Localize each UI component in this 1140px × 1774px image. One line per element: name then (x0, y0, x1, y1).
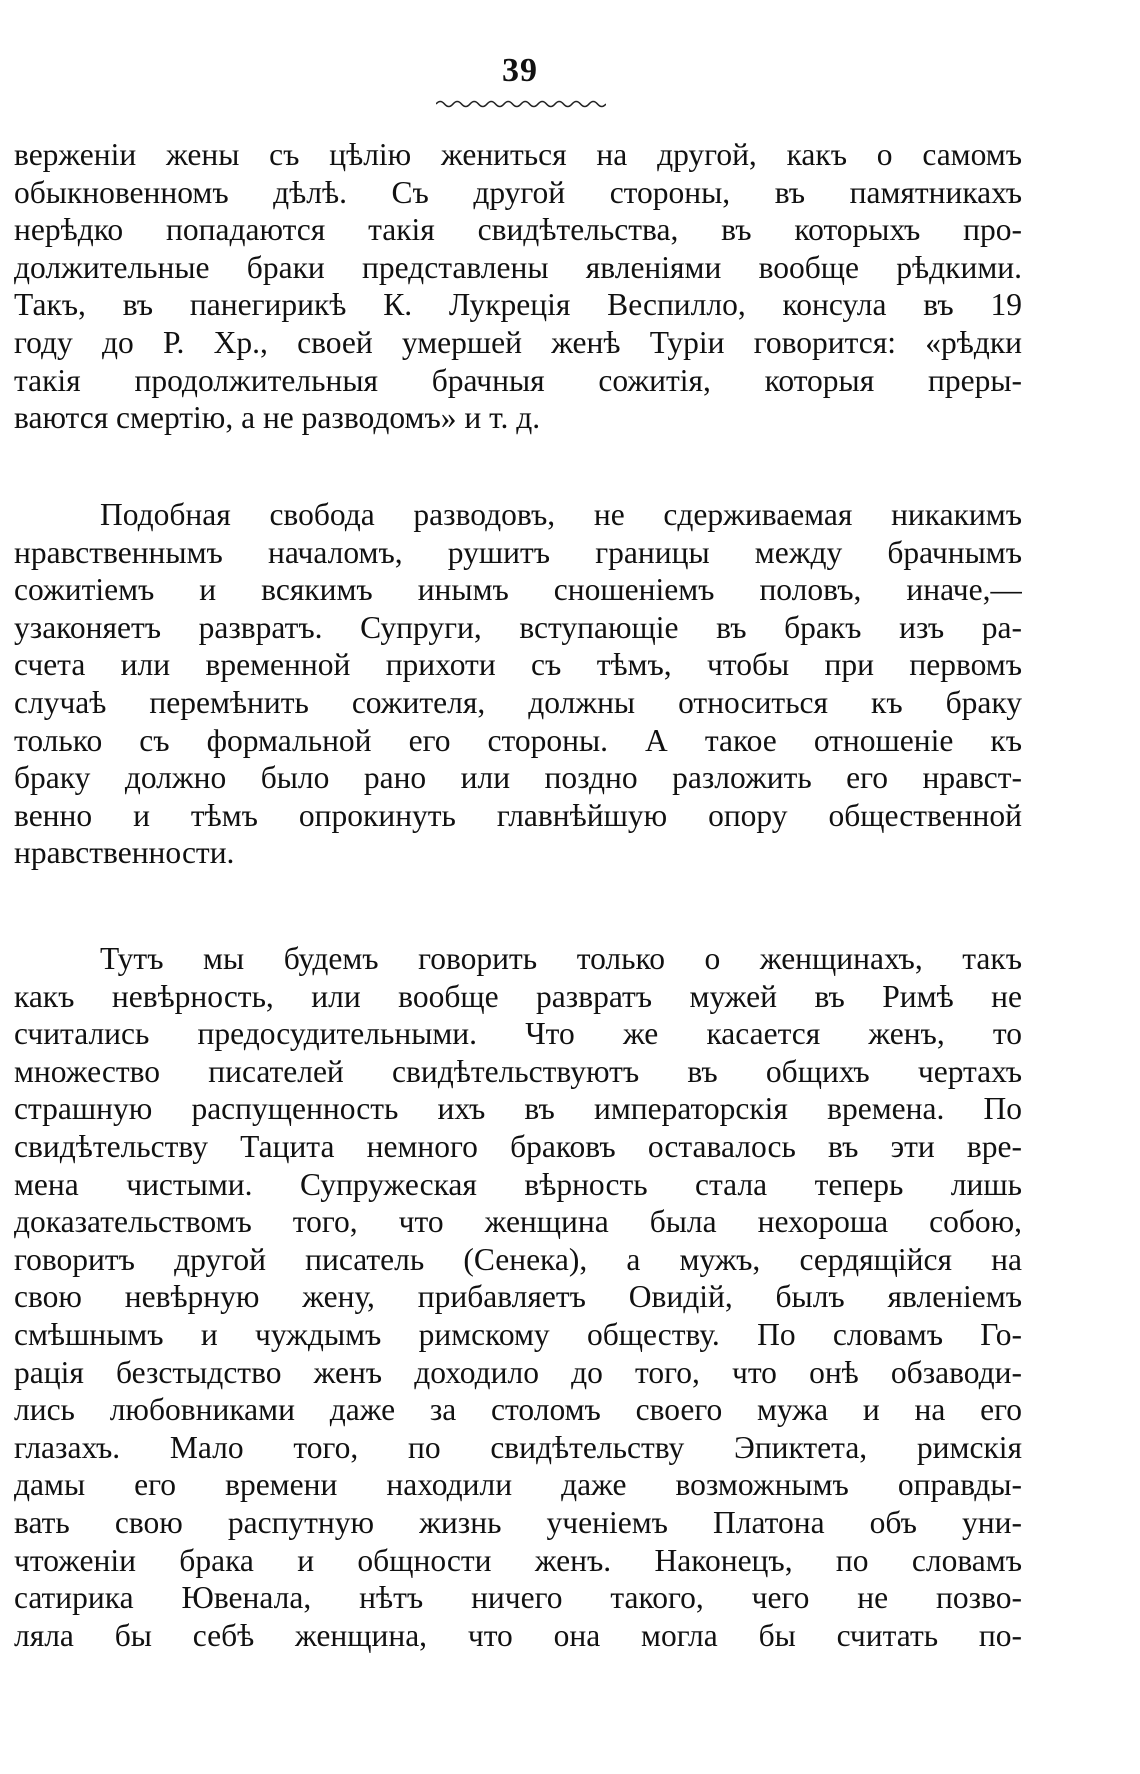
text-line-first: Подобная свобода разводовъ, не сдерживаемая никакимъ (100, 497, 1022, 532)
text-line-last: нравственности. (14, 835, 235, 871)
text-line: нравственнымъ началомъ, рушитъ границы между брачнымъ (14, 534, 1022, 570)
text-line: ляла бы себѣ женщина, что она могла бы считать по- (14, 1617, 1022, 1653)
text-line: нерѣдко попадаются такія свидѣтельства, въ которыхъ про- (14, 212, 1022, 248)
text-line: лись любовниками даже за столомъ своего мужа и на его (14, 1392, 1022, 1428)
text-line: году до Р. Хр., своей умершей женѣ Туріи говорится: «рѣдки (14, 324, 1022, 360)
text-line: рація безстыдство женъ доходило до того, что онѣ обзаводи- (14, 1354, 1022, 1390)
text-line: страшную распущенность ихъ въ императорскія времена. По (14, 1091, 1022, 1127)
text-line: смѣшнымъ и чуждымъ римскому обществу. По словамъ Го- (14, 1316, 1022, 1352)
text-line: только съ формальной его стороны. А такое отношеніе къ (14, 722, 1022, 758)
paragraph-women (14, 940, 1022, 1654)
text-line: браку должно было рано или поздно разложить его нравст- (14, 760, 1022, 796)
paragraph-continuation (14, 136, 1022, 437)
text-line: сожитіемъ и всякимъ инымъ сношеніемъ половъ, иначе,— (14, 572, 1022, 608)
text-line-last: ваются смертію, а не разводомъ» и т. д. (14, 400, 541, 436)
text-line: вать свою распутную жизнь ученіемъ Платона объ уни- (14, 1504, 1022, 1540)
text-line-first: Тутъ мы будемъ говорить только о женщинахъ, такъ (100, 941, 1022, 976)
text-line: множество писателей свидѣтельствуютъ въ общихъ чертахъ (14, 1053, 1022, 1089)
text-line: считались предосудительными. Что же касается женъ, то (14, 1016, 1022, 1052)
page-number: 39 (502, 52, 538, 89)
text-line: узаконяетъ развратъ. Супруги, вступающіе въ бракъ изъ ра- (14, 609, 1022, 645)
text-line: такія продолжительныя брачныя сожитія, которыя преры- (14, 362, 1022, 398)
text-line: свидѣтельству Тацита немного браковъ оставалось въ эти вре- (14, 1128, 1022, 1164)
text-line: мена чистыми. Супружеская вѣрность стала теперь лишь (14, 1166, 1022, 1202)
text-line: случаѣ перемѣнить сожителя, должны относиться къ браку (14, 684, 1022, 720)
text-line: должительные браки представлены явленіями вообще рѣдкими. (14, 249, 1022, 285)
text-line: венно и тѣмъ опрокинуть главнѣйшую опору общественной (14, 797, 1022, 833)
text-line: дамы его времени находили даже возможнымъ оправды- (14, 1467, 1022, 1503)
text-line: доказательствомъ того, что женщина была нехороша собою, (14, 1204, 1022, 1240)
text-line: обыкновенномъ дѣлѣ. Съ другой стороны, въ памятникахъ (14, 174, 1022, 210)
text-line: Такъ, въ панегирикѣ К. Лукреція Веспилло, консула въ 19 (14, 287, 1022, 323)
paragraph-divorce-freedom (14, 496, 1022, 872)
text-line: глазахъ. Мало того, по свидѣтельству Эпиктета, римскія (14, 1429, 1022, 1465)
text-line: счета или временной прихоти съ тѣмъ, чтобы при первомъ (14, 647, 1022, 683)
text-line: какъ невѣрность, или вообще развратъ мужей въ Римѣ не (14, 978, 1022, 1014)
text-line: верженіи жены съ цѣлію жениться на другой, какъ о самомъ (14, 137, 1022, 172)
decorative-wavy-rule (436, 98, 606, 110)
text-line: чтоженіи брака и общности женъ. Наконецъ, по словамъ (14, 1542, 1022, 1578)
text-line: свою невѣрную жену, прибавляетъ Овидій, былъ явленіемъ (14, 1279, 1022, 1315)
text-line: сатирика Ювенала, нѣтъ ничего такого, чего не позво- (14, 1580, 1022, 1616)
text-line: говоритъ другой писатель (Сенека), а мужъ, сердящійся на (14, 1241, 1022, 1277)
